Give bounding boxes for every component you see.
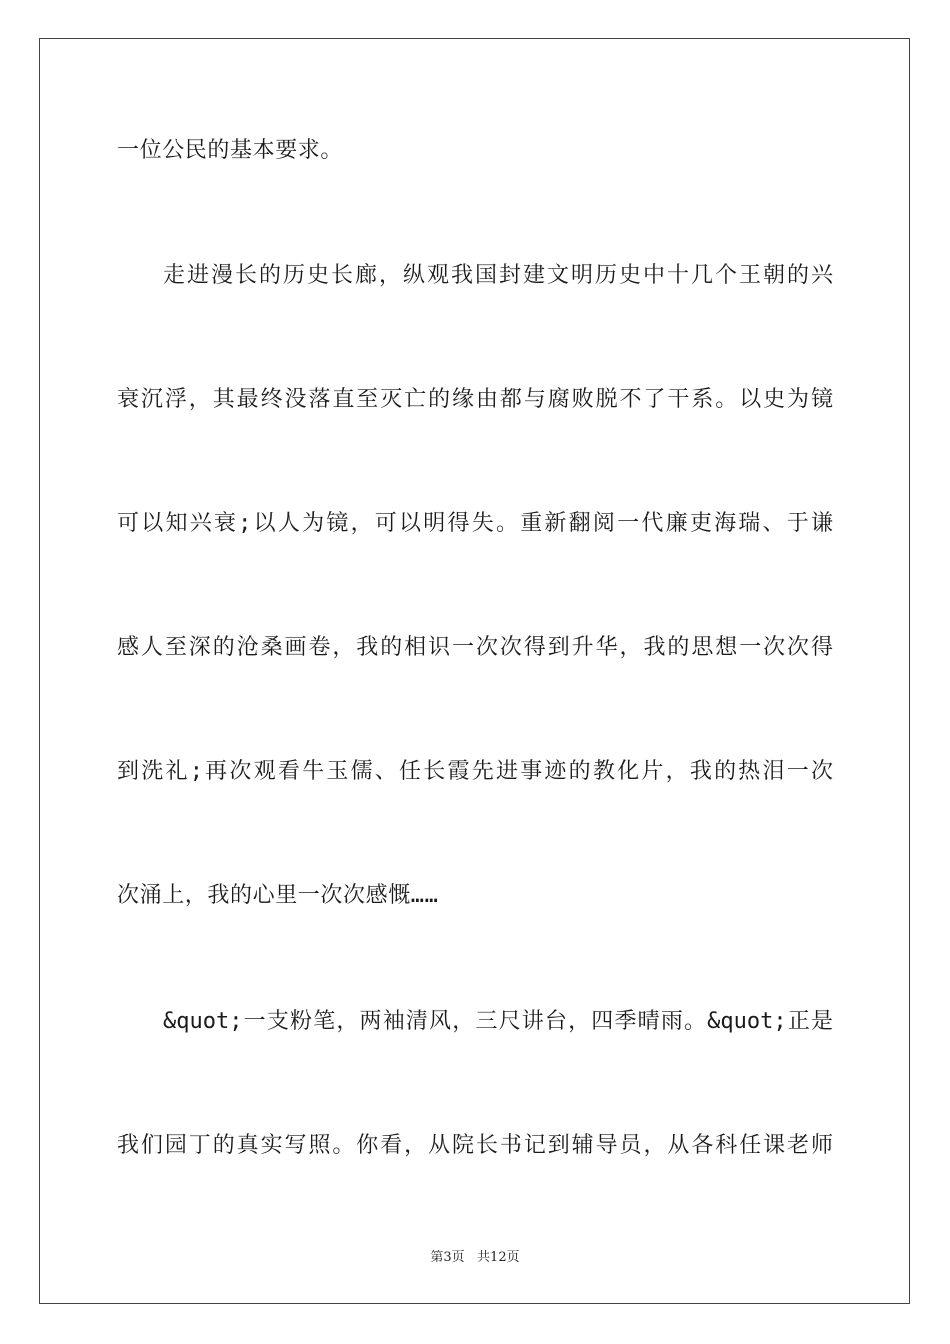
paragraph-line-3: 衰沉浮，其最终没落直至灭亡的缘由都与腐败脱不了干系。以史为镜 <box>117 387 833 412</box>
page-number-footer: 第3页 共12页 <box>430 1250 520 1265</box>
paragraph-line-9: 我们园丁的真实写照。你看，从院长书记到辅导员，从各科任课老师 <box>117 1133 833 1158</box>
paragraph-line-2: 走进漫长的历史长廊，纵观我国封建文明历史中十几个王朝的兴 <box>163 263 833 288</box>
paragraph-line-1: 一位公民的基本要求。 <box>117 138 344 163</box>
paragraph-line-8: &quot;一支粉笔，两袖清风，三尺讲台，四季晴雨。&quot;正是 <box>163 1009 833 1034</box>
page-border <box>39 38 910 1304</box>
paragraph-line-5: 感人至深的沧桑画卷，我的相识一次次得到升华，我的思想一次次得 <box>117 635 833 660</box>
paragraph-line-7: 次涌上，我的心里一次次感慨…… <box>117 883 439 908</box>
paragraph-line-6: 到洗礼;再次观看牛玉儒、任长霞先进事迹的教化片，我的热泪一次 <box>117 759 833 784</box>
paragraph-line-4: 可以知兴衰;以人为镜，可以明得失。重新翻阅一代廉吏海瑞、于谦 <box>117 511 833 536</box>
